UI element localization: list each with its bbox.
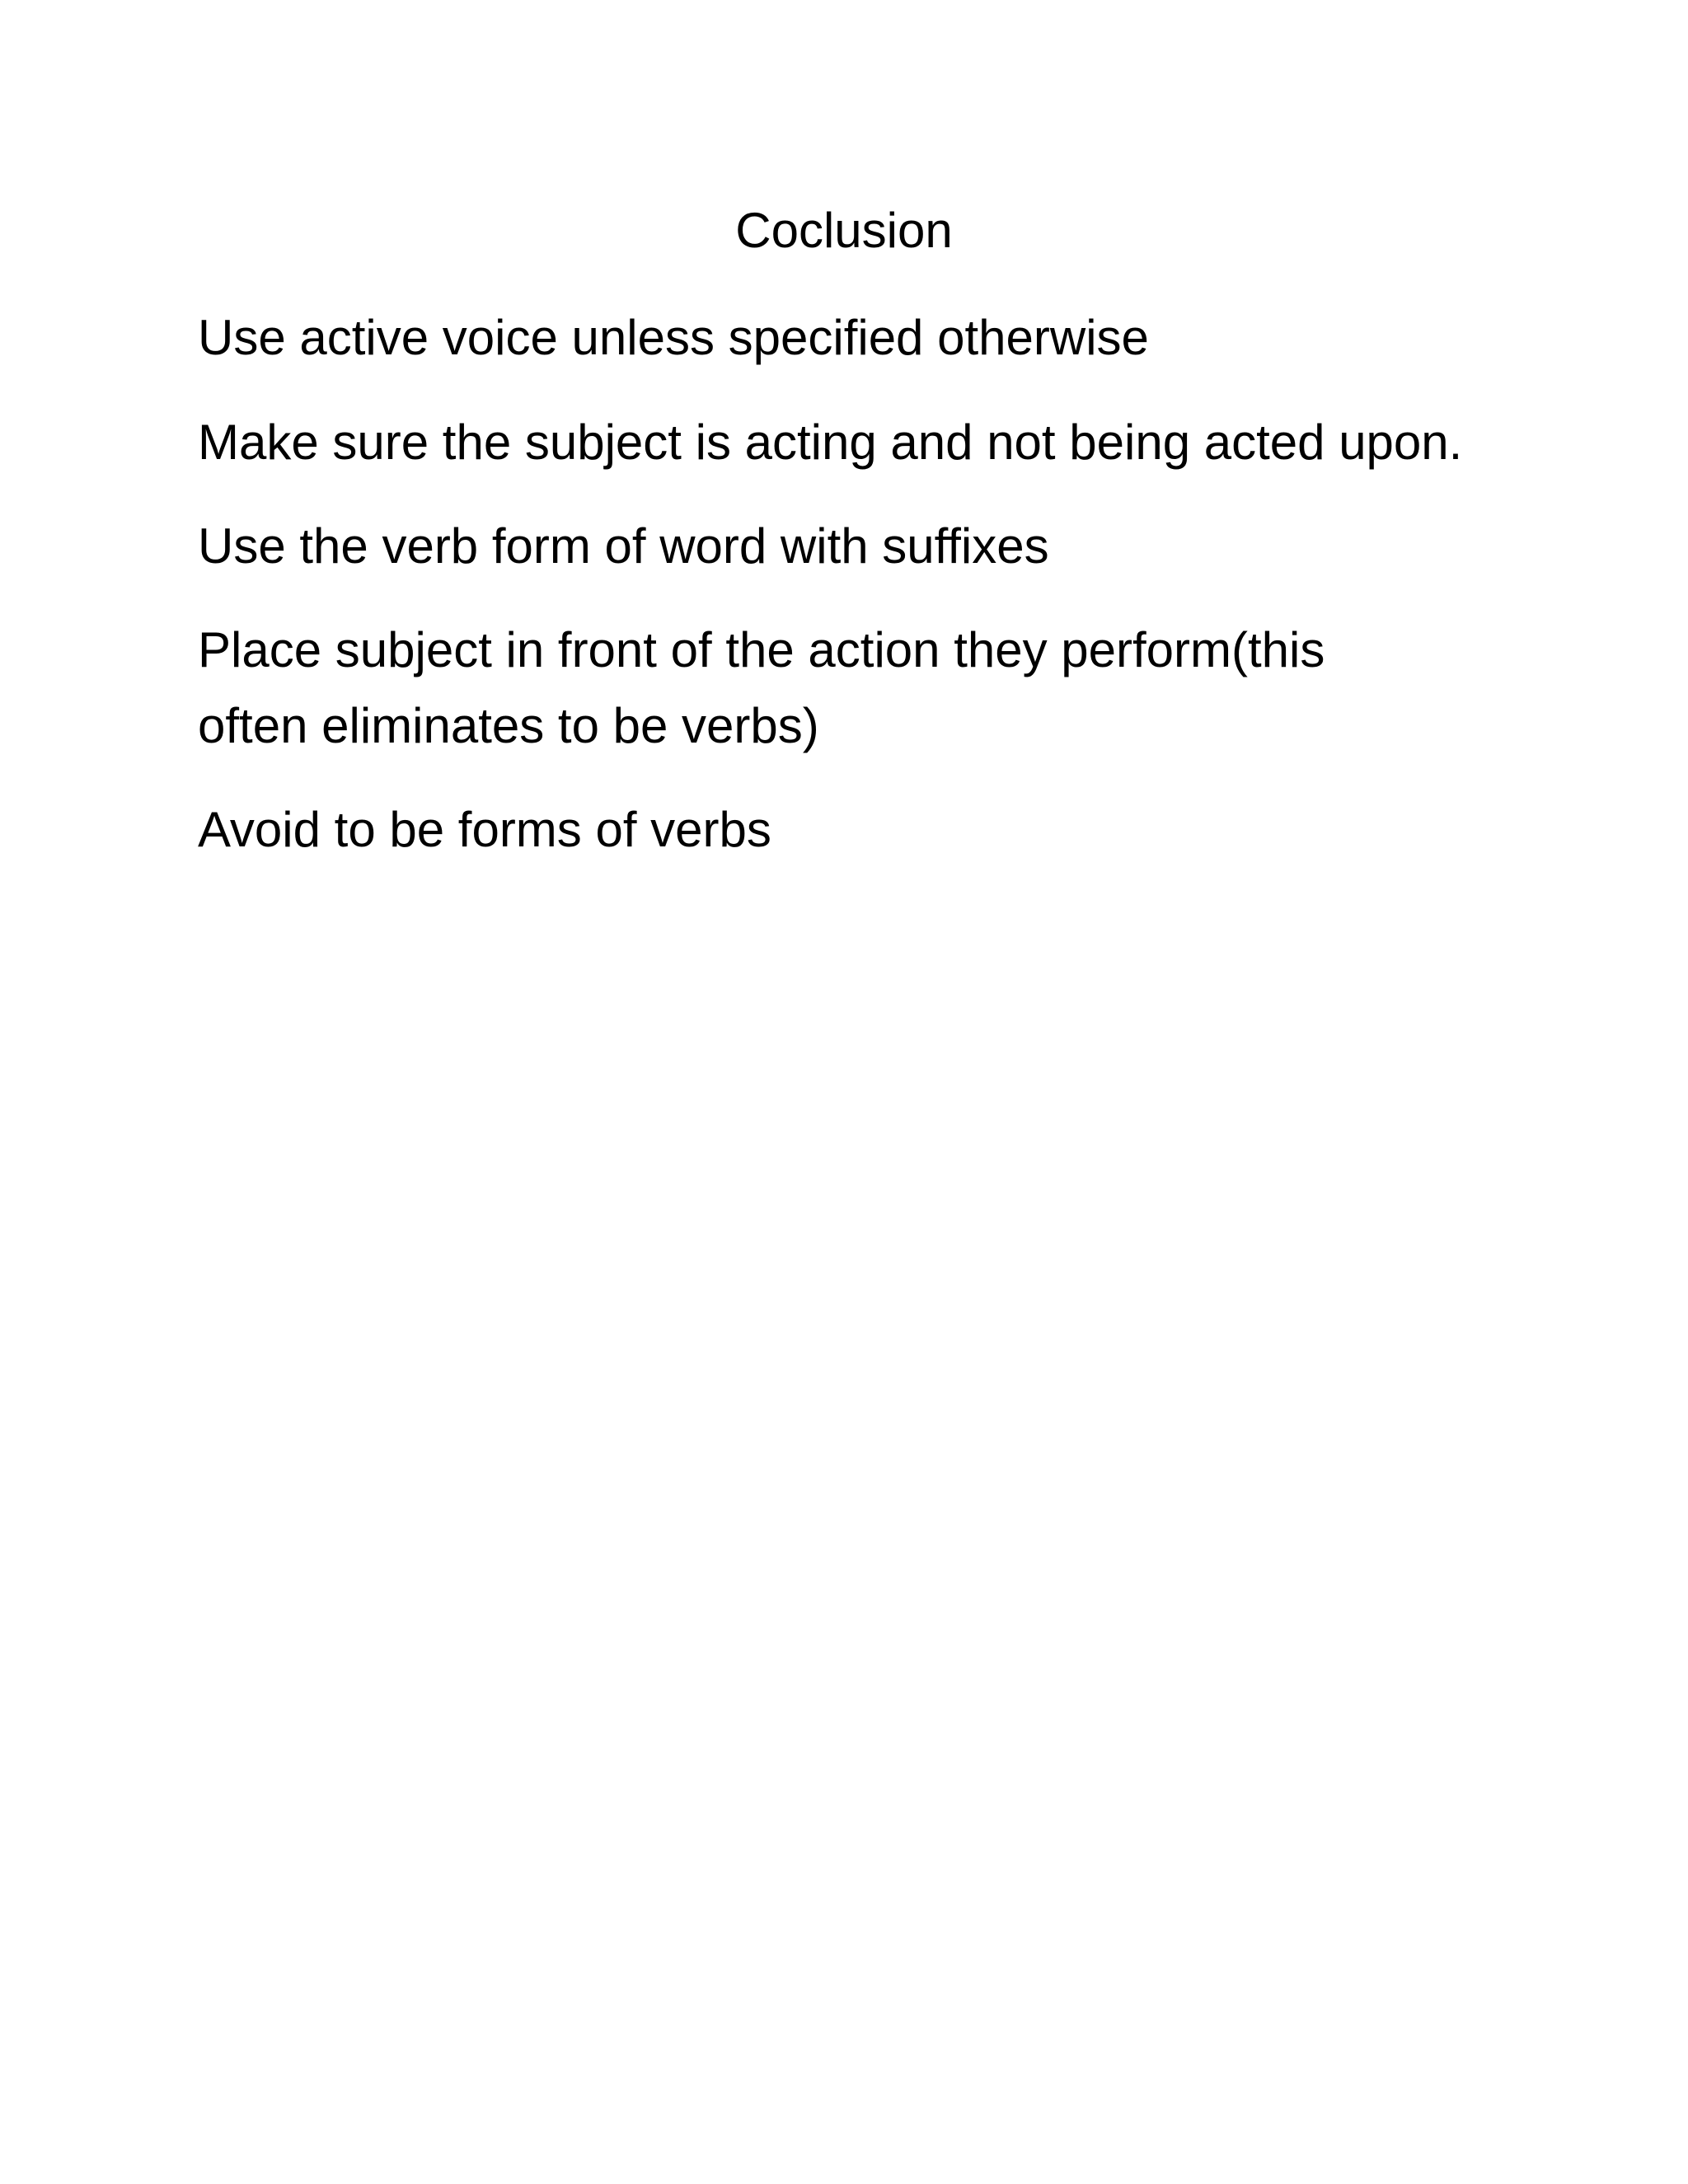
conclusion-point-subject-placement: Place subject in front of the action they perform(this often eliminates to be verbs): [198, 622, 1325, 753]
page-title: Coclusion: [735, 203, 953, 258]
conclusion-point-avoid-to-be: Avoid to be forms of verbs: [198, 802, 771, 857]
conclusion-point-subject-acting: Make sure the subject is acting and not being acted upon.: [198, 415, 1463, 470]
conclusion-point-verb-form: Use the verb form of word with suffixes: [198, 518, 1049, 574]
conclusion-point-active-voice: Use active voice unless specified otherwise: [198, 310, 1149, 365]
